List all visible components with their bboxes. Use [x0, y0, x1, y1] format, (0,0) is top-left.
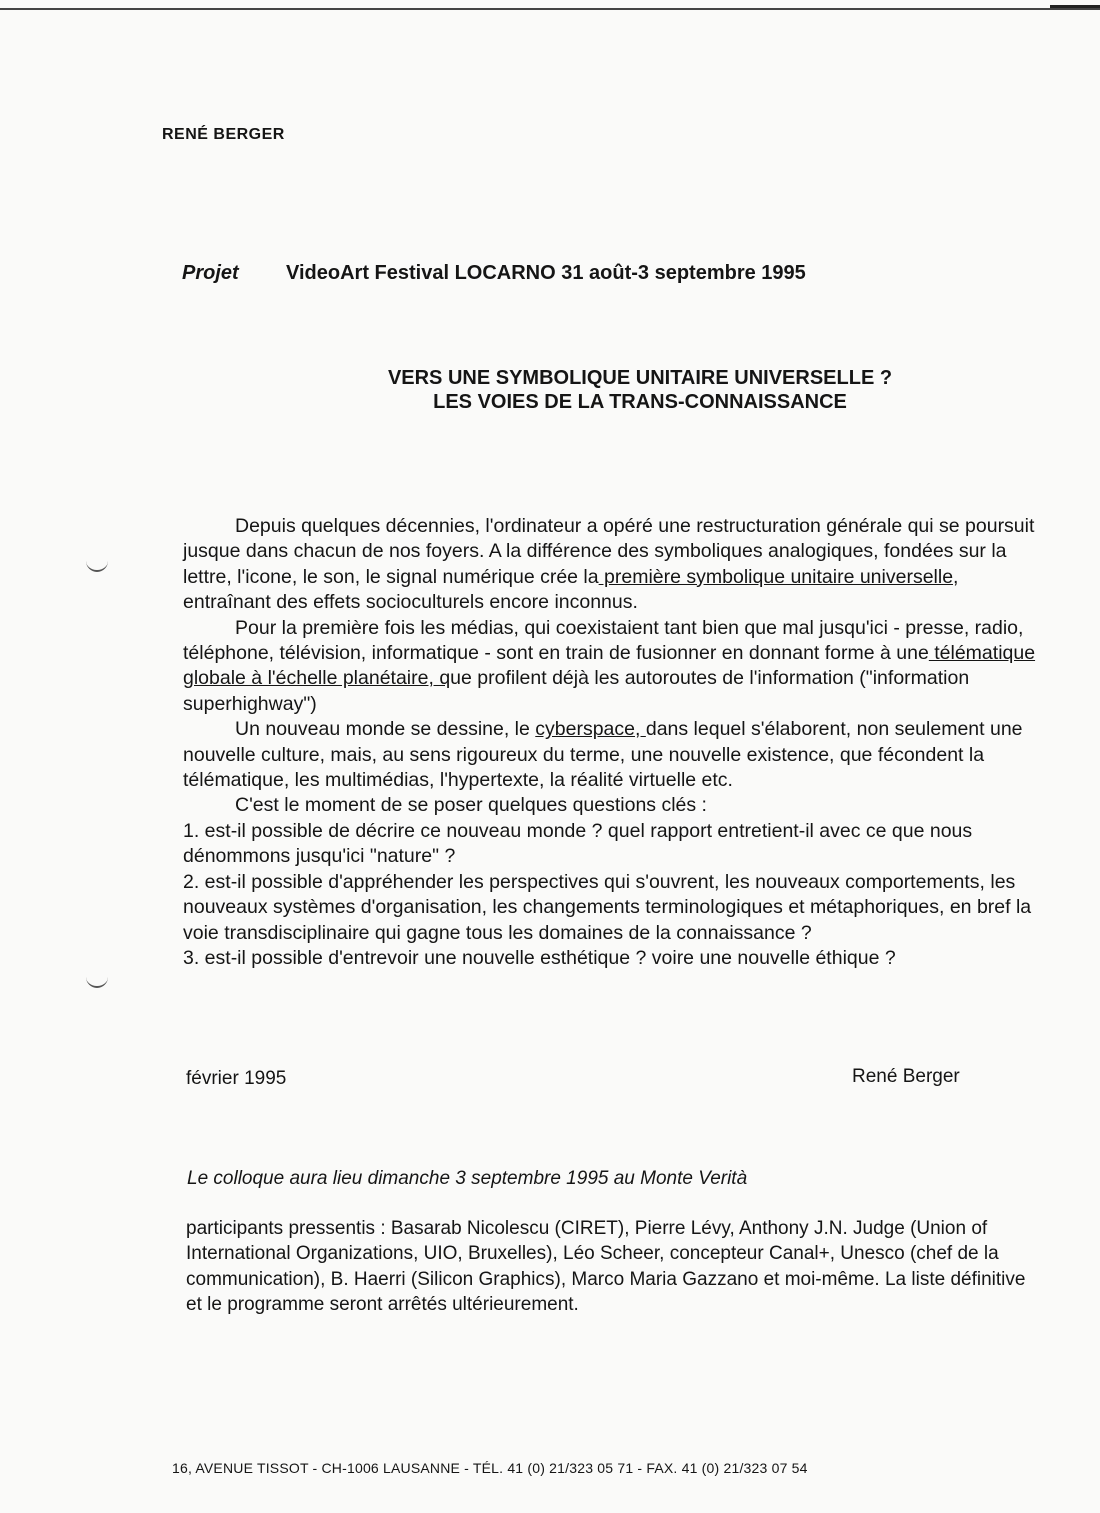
- paragraph-1: [183, 514, 1043, 616]
- project-line: [182, 262, 806, 285]
- body-text: [183, 514, 1043, 971]
- paragraph-2-text: Pour la première fois les médias, qui coexistaient tant bien que mal jusqu'ici - presse, radio, téléphone, télévision, informatique - sont en train de fusionner en donnant forme à une: [183, 616, 1024, 665]
- punch-hole-mark: [86, 560, 108, 572]
- paragraph-3-text: Un nouveau monde se dessine, le: [235, 718, 536, 741]
- question-3: 3. est-il possible d'entrevoir une nouvelle esthétique ? voire une nouvelle éthique ?: [183, 946, 896, 969]
- project-label: Projet: [182, 262, 239, 284]
- top-edge-mark: [1050, 5, 1100, 8]
- underlined-phrase: télématique globale à l'échelle planétaire, q: [183, 642, 1036, 690]
- paragraph-4: C'est le moment de se poser quelques questions clés :: [235, 794, 707, 817]
- paragraph-2: [183, 616, 1043, 718]
- colloque-note: Le colloque aura lieu dimanche 3 septembre 1995 au Monte Verità: [187, 1168, 748, 1189]
- question-1: 1. est-il possible de décrire ce nouveau monde ? quel rapport entretient-il avec ce que nous dénommons jusqu'ici "nature" ?: [183, 819, 973, 868]
- top-edge-line: [0, 8, 1100, 10]
- paragraph-3: [183, 717, 1043, 793]
- paragraph-2-text-end: ue profilent déjà les autoroutes de l'information ("information superhighway"): [183, 667, 970, 715]
- signature: René Berger: [852, 1066, 960, 1087]
- title-line-1: VERS UNE SYMBOLIQUE UNITAIRE UNIVERSELLE ?: [387, 367, 893, 389]
- punch-hole-mark: [86, 976, 108, 988]
- paragraph-1-text: Depuis quelques décennies, l'ordinateur a opéré une restructuration générale qui se poursuit jusque dans chacun de nos foyers. A la différence des symboliques analogiques, fondées sur la lettre, l'icone, le son, le signal numérique crée la: [183, 515, 1035, 588]
- paragraph-1-text-end: entraînant des effets socioculturels encore inconnus.: [183, 591, 638, 614]
- closing-date: février 1995: [186, 1068, 287, 1089]
- project-event: VideoArt Festival LOCARNO 31 août-3 septembre 1995: [286, 262, 806, 284]
- letterhead-author: RENÉ BERGER: [162, 126, 285, 143]
- underlined-phrase: cyberspace,: [535, 718, 646, 741]
- participants-list: participants pressentis : Basarab Nicolescu (CIRET), Pierre Lévy, Anthony J.N. Judge (Union of International Organizations, UIO, Bruxelles), Léo Scheer, concepteur Canal+, Unesco (chef de la communication), B. Haerri (Silicon Graphics), Marco Maria Gazzano et moi-même. La liste définitive et le programme seront arrêtés ultérieurement.: [186, 1218, 1026, 1316]
- letterhead-footer: 16, AVENUE TISSOT - CH-1006 LAUSANNE - TÉL. 41 (0) 21/323 05 71 - FAX. 41 (0) 21/323 07 54: [172, 1460, 808, 1476]
- paragraph-3-text-end: dans lequel s'élaborent, non seulement une nouvelle culture, mais, au sens rigoureux du terme, une nouvelle existence, que fécondent la télématique, les multimédias, l'hypertexte, la réalité virtuelle etc.: [183, 718, 1023, 792]
- question-2: 2. est-il possible d'appréhender les perspectives qui s'ouvrent, les nouveaux comportements, les nouveaux systèmes d'organisation, les changements terminologiques et métaphoriques, en bref la voie transdisciplinaire qui gagne tous les domaines de la connaissance ?: [183, 870, 1032, 944]
- title-line-2: LES VOIES DE LA TRANS-CONNAISSANCE: [433, 391, 847, 413]
- document-title: [180, 366, 1040, 414]
- underlined-phrase: première symbolique unitaire universelle,: [598, 565, 959, 588]
